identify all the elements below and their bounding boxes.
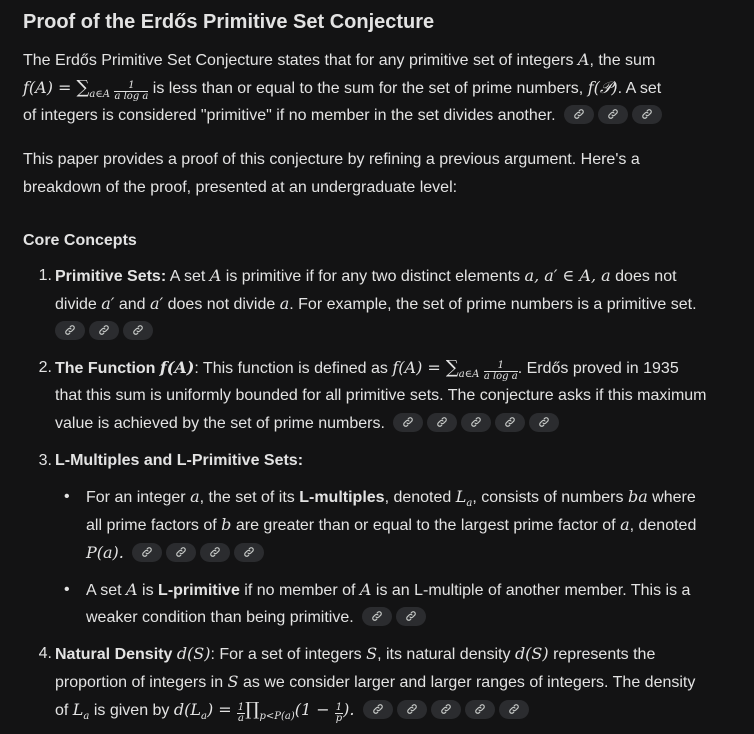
math: a [190, 487, 200, 506]
bullet: • [64, 581, 70, 598]
math: f(A) = [392, 358, 446, 377]
math: ) = [206, 700, 237, 719]
math: P(a). [86, 543, 124, 562]
link-icon[interactable] [362, 607, 392, 626]
link-icon[interactable] [461, 413, 491, 432]
math: a′ [101, 294, 115, 313]
math: ba [627, 487, 648, 506]
para2-line-1: This paper provides a proof of this conjecture by refining a previous argument. Here's a [23, 151, 640, 168]
bullet1-line-2 [86, 511, 696, 540]
text: The Erdős Primitive Set Conjecture states that for any primitive set of integers [23, 52, 578, 69]
link-icon[interactable] [529, 413, 559, 432]
term: L-primitive [158, 582, 240, 599]
text: and [114, 296, 151, 313]
link-icon[interactable] [427, 413, 457, 432]
term: L-multiples [299, 489, 385, 506]
text: weaker condition than being primitive. [86, 609, 354, 626]
intro-line-1 [23, 46, 655, 75]
math: S [366, 644, 378, 663]
link-icon[interactable] [431, 700, 461, 719]
math: a, a′ ∈ A, a [524, 266, 611, 285]
text: does not [610, 268, 677, 285]
bullet2-line-2 [86, 604, 426, 632]
math: a [466, 498, 473, 509]
item1-line-1 [55, 262, 677, 291]
math: a [620, 515, 630, 534]
link-icon[interactable] [393, 413, 423, 432]
item-title: Primitive Sets: [55, 268, 167, 285]
text: represents the [548, 646, 656, 663]
math: a′ [150, 294, 164, 313]
den: a log a [114, 91, 149, 102]
text: , the set of its [199, 489, 300, 506]
link-icon[interactable] [55, 321, 85, 340]
link-icon[interactable] [363, 700, 393, 719]
math: ∑ [76, 77, 90, 98]
math: d(S) [514, 644, 549, 663]
text: are greater than or equal to the largest prime factor of [231, 517, 621, 534]
link-icon[interactable] [234, 543, 264, 562]
item3-title [55, 447, 303, 475]
math: b [221, 515, 232, 534]
math: S [227, 672, 239, 691]
math: (1 − [294, 700, 335, 719]
link-icon[interactable] [132, 543, 162, 562]
text: is less than or equal to the sum for the set of prime numbers, [148, 80, 588, 97]
text: is an L-multiple of another member. This is a [371, 582, 691, 599]
fraction [114, 81, 148, 102]
num: 1 [237, 702, 245, 713]
list-number: 3. [38, 452, 52, 469]
text: proportion of integers in [55, 674, 228, 691]
text: , the sum [589, 52, 656, 69]
item1-links [55, 318, 153, 346]
num: 1 [335, 702, 343, 713]
math: a [83, 711, 90, 722]
math: f(A) = [23, 78, 77, 97]
math: A [359, 580, 372, 599]
text: , its natural density [377, 646, 515, 663]
item4-line-2 [55, 668, 695, 697]
text: , consists of numbers [472, 489, 628, 506]
text: of integers is considered "primitive" if no member in the set divides another. [23, 107, 556, 124]
item-title: The Function [55, 360, 160, 377]
intro-line-3 [23, 102, 662, 130]
link-icon[interactable] [465, 700, 495, 719]
item4-line-3 [55, 696, 529, 731]
link-icon[interactable] [396, 607, 426, 626]
text: is given by [89, 702, 174, 719]
item-title: Natural Density [55, 646, 177, 663]
math: ). [343, 700, 355, 719]
text: is primitive if for any two distinct elements [221, 268, 525, 285]
text: : This function is defined as [194, 360, 393, 377]
math: d(L [173, 700, 201, 719]
math: d(S) [176, 644, 211, 663]
link-icon[interactable] [397, 700, 427, 719]
link-icon[interactable] [564, 105, 594, 124]
section-heading: Core Concepts [23, 232, 137, 249]
bullet1-line-3 [86, 539, 264, 568]
text: value is achieved by the set of prime numbers. [55, 415, 385, 432]
item4-line-1 [55, 640, 655, 669]
text: of [55, 702, 73, 719]
math: ∏ [245, 699, 260, 720]
num: 1 [484, 361, 518, 372]
text: , denoted [629, 517, 697, 534]
math: a [279, 294, 290, 313]
item-title: L-Multiples and L-Primitive Sets: [55, 452, 304, 469]
math: a [200, 711, 207, 722]
text: divide [55, 296, 102, 313]
text: as we consider larger and larger ranges of integers. The density [238, 674, 696, 691]
list-number: 1. [38, 267, 52, 284]
link-icon[interactable] [598, 105, 628, 124]
page-title: Proof of the Erdős Primitive Set Conjecture [23, 11, 435, 33]
text: . For example, the set of prime numbers is a primitive set. [289, 296, 697, 313]
text: if no member of [239, 582, 360, 599]
link-icon[interactable] [89, 321, 119, 340]
math: L [455, 487, 467, 506]
math: a∈A [89, 89, 110, 100]
math: A [209, 266, 222, 285]
fraction [335, 703, 343, 724]
den: a [237, 713, 244, 724]
den: p [335, 713, 343, 724]
text: A set [86, 582, 127, 599]
math: A [577, 50, 590, 69]
math: A [126, 580, 138, 599]
text: , denoted [384, 489, 456, 506]
link-icon[interactable] [499, 700, 529, 719]
link-icon[interactable] [495, 413, 525, 432]
link-icon[interactable] [200, 543, 230, 562]
num: 1 [114, 81, 148, 92]
para2-line-2: breakdown of the proof, presented at an undergraduate level: [23, 179, 458, 196]
text: For an integer [86, 489, 191, 506]
text: A set [166, 268, 210, 285]
list-number: 2. [38, 359, 52, 376]
text: where [647, 489, 696, 506]
math: L [72, 700, 84, 719]
item2-line-3 [55, 410, 559, 438]
link-icon[interactable] [632, 105, 662, 124]
math: a∈A [458, 369, 480, 380]
list-number: 4. [38, 645, 52, 662]
text: : For a set of integers [210, 646, 367, 663]
fraction [237, 703, 245, 724]
math: ∑ [445, 357, 459, 378]
bullet2-line-1 [86, 576, 690, 605]
fraction [484, 361, 518, 382]
math: f(A) [159, 358, 195, 377]
text: . A set [617, 80, 662, 97]
den: a log a [483, 371, 518, 382]
text: . Erdős proved in 1935 [517, 360, 679, 377]
text: does not divide [163, 296, 280, 313]
item1-line-2 [55, 290, 697, 319]
link-icon[interactable] [123, 321, 153, 340]
bullet: • [64, 488, 70, 505]
link-icon[interactable] [166, 543, 196, 562]
text: is [137, 582, 159, 599]
text: all prime factors of [86, 517, 222, 534]
math: p<P(a) [259, 711, 295, 722]
math: f(𝒫) [587, 78, 618, 97]
item2-line-2: that this sum is uniformly bounded for all primitive sets. The conjecture asks if this maximum [55, 387, 707, 404]
